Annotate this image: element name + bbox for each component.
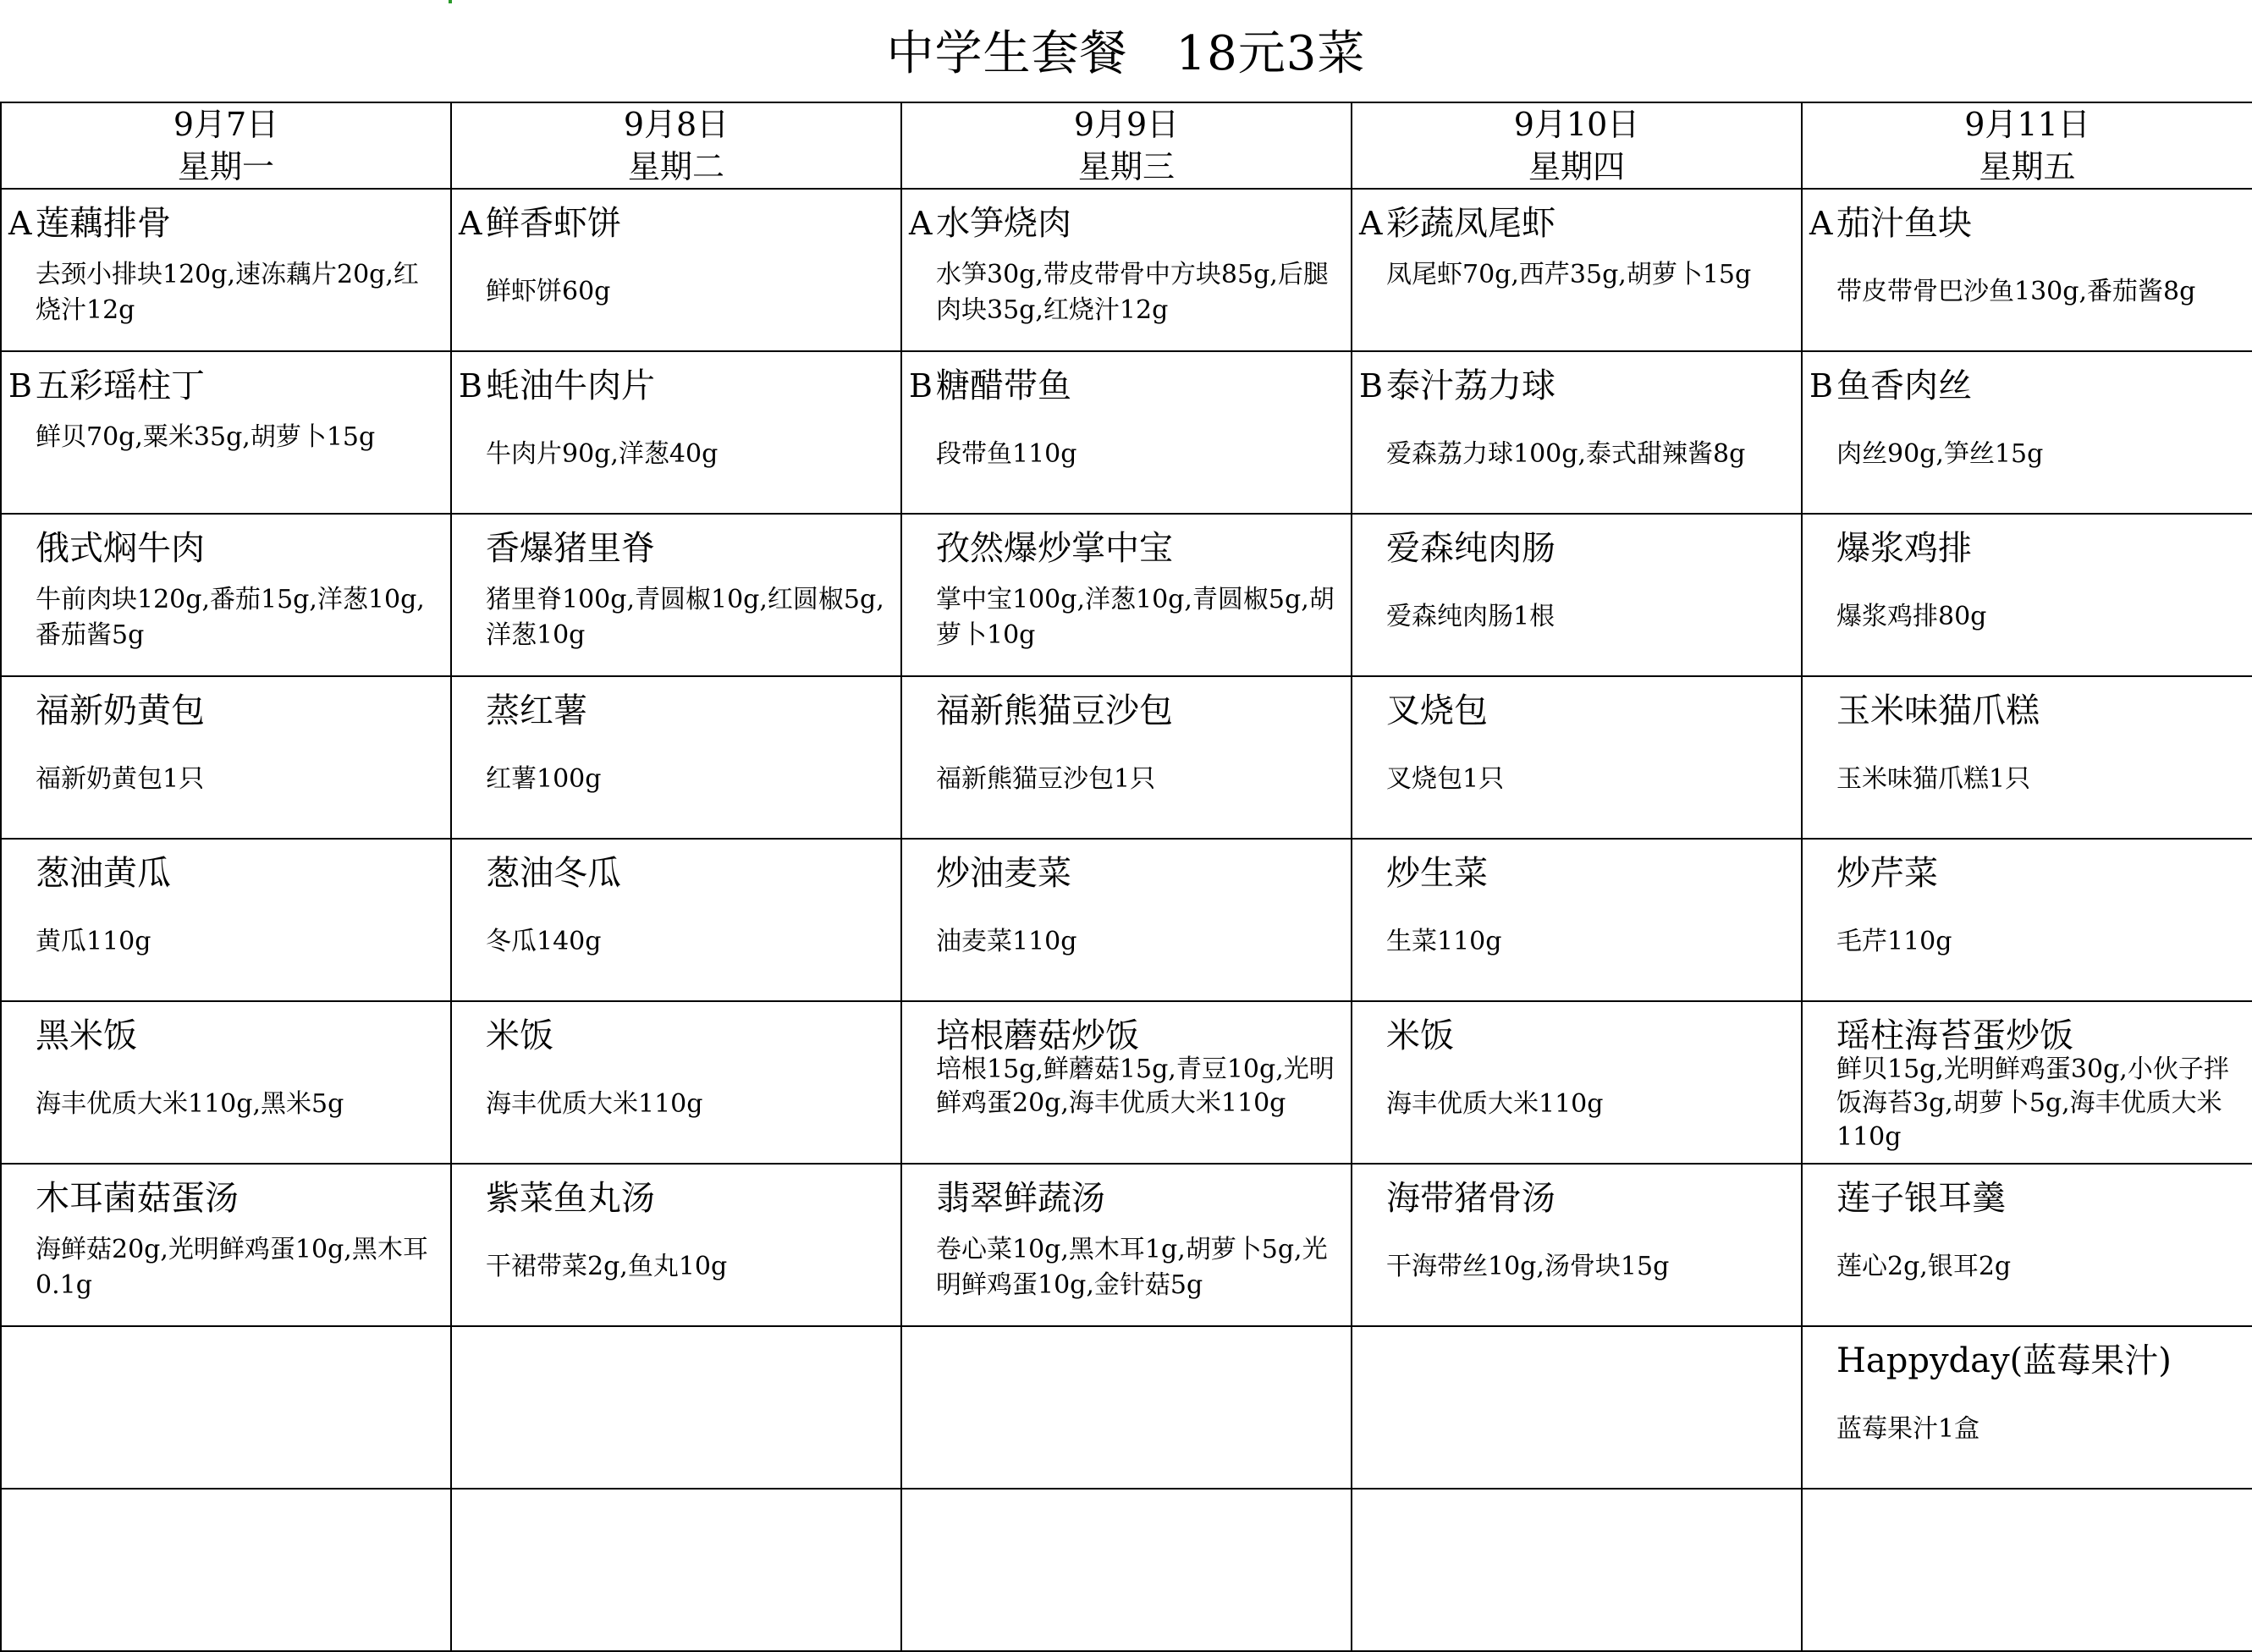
dish-ingredients: 牛前肉块120g,番茄15g,洋葱10g,番茄酱5g bbox=[36, 585, 425, 650]
dish-name-text: 鱼香肉丝 bbox=[1836, 366, 1972, 405]
day-weekday: 星期二 bbox=[627, 148, 724, 185]
cell-content bbox=[1803, 190, 2252, 350]
menu-table bbox=[0, 102, 2252, 1652]
dish-name bbox=[486, 1012, 553, 1060]
menu-cell bbox=[901, 1164, 1352, 1326]
menu-cell bbox=[901, 839, 1352, 1001]
cell-content bbox=[452, 1002, 900, 1163]
menu-row bbox=[1, 189, 2252, 351]
menu-cell bbox=[1352, 189, 1802, 351]
dish-name-text: 茄汁鱼块 bbox=[1836, 204, 1972, 243]
dish-name bbox=[36, 687, 205, 735]
dish-ingredients: 培根15g,鲜蘑菇15g,青豆10g,光明鲜鸡蛋20g,海丰优质大米110g bbox=[936, 1055, 1335, 1118]
cell-content bbox=[1352, 352, 1801, 513]
dish-name-text: 水笋烧肉 bbox=[936, 204, 1071, 243]
header-row bbox=[1, 102, 2252, 189]
dish-name bbox=[36, 1175, 239, 1222]
cell-content bbox=[2, 515, 450, 675]
cell-content bbox=[2, 677, 450, 838]
menu-cell bbox=[1802, 676, 2252, 839]
menu-row bbox=[1, 1164, 2252, 1326]
dish-ingredients: 蓝莓果汁1盒 bbox=[1836, 1414, 1980, 1444]
cell-content bbox=[1352, 677, 1801, 838]
dish-ingredients: 黄瓜110g bbox=[36, 927, 151, 956]
cell-content bbox=[452, 1490, 900, 1650]
dish-name bbox=[36, 850, 171, 897]
dish-name-text: 香爆猪里脊 bbox=[486, 529, 655, 568]
dish-name bbox=[486, 1175, 655, 1222]
menu-cell bbox=[1352, 676, 1802, 839]
dish-name bbox=[936, 850, 1071, 897]
menu-cell bbox=[1802, 351, 2252, 514]
menu-cell bbox=[451, 1001, 901, 1164]
menu-cell bbox=[1, 514, 451, 676]
menu-cell bbox=[1, 1164, 451, 1326]
dish-name bbox=[1836, 687, 2040, 735]
menu-cell bbox=[1, 189, 451, 351]
dish-name bbox=[8, 362, 205, 410]
dish-ingredients: 肉丝90g,笋丝15g bbox=[1836, 439, 2044, 469]
cell-content bbox=[1803, 677, 2252, 838]
dish-name bbox=[486, 850, 621, 897]
dish-ingredients: 红薯100g bbox=[486, 764, 602, 794]
dish-name bbox=[1386, 525, 1555, 572]
dish-name bbox=[1386, 1175, 1555, 1222]
cell-content bbox=[1352, 1327, 1801, 1488]
cell-content bbox=[452, 515, 900, 675]
dish-ingredients: 玉米味猫爪糕1只 bbox=[1836, 764, 2031, 794]
dish-ingredients: 去颈小排块120g,速冻藕片20g,红烧汁12g bbox=[36, 260, 419, 325]
dish-name bbox=[36, 525, 205, 572]
menu-cell bbox=[451, 676, 901, 839]
dish-ingredients: 海丰优质大米110g bbox=[486, 1089, 703, 1119]
cell-content bbox=[1352, 840, 1801, 1000]
menu-cell bbox=[1802, 189, 2252, 351]
dish-option-letter: B bbox=[1809, 367, 1833, 405]
cell-content bbox=[902, 1002, 1351, 1163]
dish-name-text: 孜然爆炒掌中宝 bbox=[936, 529, 1173, 568]
dish-name bbox=[936, 525, 1173, 572]
cell-content bbox=[2, 1165, 450, 1325]
dish-ingredients: 毛芹110g bbox=[1836, 927, 1952, 956]
dish-name-text: 叉烧包 bbox=[1386, 691, 1488, 730]
menu-cell bbox=[1, 839, 451, 1001]
dish-ingredients: 爆浆鸡排80g bbox=[1836, 602, 1987, 631]
menu-cell bbox=[901, 1001, 1352, 1164]
cell-content bbox=[902, 840, 1351, 1000]
menu-cell bbox=[1352, 1164, 1802, 1326]
dish-ingredients: 福新熊猫豆沙包1只 bbox=[936, 764, 1156, 794]
day-header bbox=[1, 102, 451, 189]
dish-name bbox=[1386, 850, 1488, 897]
dish-name-text: 瑶柱海苔蛋炒饭 bbox=[1836, 1016, 2073, 1055]
cell-content bbox=[1803, 1002, 2252, 1163]
menu-cell bbox=[901, 514, 1352, 676]
menu-cell bbox=[1802, 1164, 2252, 1326]
dish-option-letter: B bbox=[1359, 367, 1383, 405]
menu-cell bbox=[1, 351, 451, 514]
dish-name bbox=[909, 200, 1071, 247]
dish-name bbox=[1386, 687, 1488, 735]
menu-cell bbox=[451, 839, 901, 1001]
dish-name bbox=[936, 1175, 1105, 1222]
cell-content bbox=[902, 677, 1351, 838]
dish-name-text: 米饭 bbox=[486, 1016, 553, 1055]
day-date: 9月8日 bbox=[623, 106, 730, 143]
menu-row bbox=[1, 1326, 2252, 1489]
menu-cell bbox=[451, 351, 901, 514]
dish-ingredients: 福新奶黄包1只 bbox=[36, 764, 205, 794]
dish-ingredients: 鲜贝15g,光明鲜鸡蛋30g,小伙子拌饭海苔3g,胡萝卜5g,海丰优质大米110g bbox=[1836, 1055, 2229, 1152]
cell-content bbox=[1803, 1165, 2252, 1325]
day-date: 9月7日 bbox=[173, 106, 279, 143]
menu-cell bbox=[1802, 1489, 2252, 1651]
cell-content bbox=[452, 840, 900, 1000]
dish-name-text: 爆浆鸡排 bbox=[1836, 529, 1972, 568]
menu-cell bbox=[1, 1489, 451, 1651]
menu-cell bbox=[1352, 1326, 1802, 1489]
menu-cell bbox=[1352, 514, 1802, 676]
dish-name-text: 玉米味猫爪糕 bbox=[1836, 691, 2040, 730]
cell-content bbox=[1352, 515, 1801, 675]
menu-body bbox=[1, 102, 2252, 1651]
dish-name-text: 蚝油牛肉片 bbox=[486, 366, 655, 405]
menu-cell bbox=[901, 189, 1352, 351]
dish-name-text: 黑米饭 bbox=[36, 1016, 137, 1055]
dish-ingredients: 冬瓜140g bbox=[486, 927, 602, 956]
dish-name-text: 葱油黄瓜 bbox=[36, 854, 171, 893]
dish-name-text: 炒芹菜 bbox=[1836, 854, 1938, 893]
day-header bbox=[451, 102, 901, 189]
dish-ingredients: 干裙带菜2g,鱼丸10g bbox=[486, 1252, 728, 1281]
dish-name bbox=[486, 525, 655, 572]
cell-content bbox=[2, 840, 450, 1000]
cell-content bbox=[452, 190, 900, 350]
dish-name-text: 鲜香虾饼 bbox=[486, 204, 621, 243]
dish-name-text: 福新奶黄包 bbox=[36, 691, 205, 730]
dish-name-text: 五彩瑶柱丁 bbox=[36, 366, 205, 405]
dish-name bbox=[459, 200, 621, 247]
menu-cell bbox=[1802, 514, 2252, 676]
menu-cell bbox=[901, 676, 1352, 839]
cell-content bbox=[1352, 190, 1801, 350]
cell-content bbox=[452, 1165, 900, 1325]
menu-cell bbox=[901, 351, 1352, 514]
dish-name bbox=[1359, 362, 1555, 410]
dish-name bbox=[486, 687, 587, 735]
cell-content bbox=[1803, 1490, 2252, 1650]
dish-name bbox=[8, 200, 171, 247]
cell-content bbox=[1803, 352, 2252, 513]
dish-name bbox=[1836, 525, 1972, 572]
menu-cell bbox=[451, 1489, 901, 1651]
dish-name-text: 蒸红薯 bbox=[486, 691, 587, 730]
dish-name bbox=[1386, 1012, 1454, 1060]
dish-name bbox=[1359, 200, 1555, 247]
dish-name bbox=[459, 362, 655, 410]
dish-option-letter: A bbox=[1359, 205, 1383, 242]
dish-ingredients: 海鲜菇20g,光明鲜鸡蛋10g,黑木耳0.1g bbox=[36, 1235, 428, 1300]
cell-content bbox=[1803, 1327, 2252, 1488]
dish-option-letter: A bbox=[909, 205, 933, 242]
menu-cell bbox=[1, 1326, 451, 1489]
menu-cell bbox=[451, 514, 901, 676]
cell-content bbox=[1803, 840, 2252, 1000]
menu-cell bbox=[901, 1489, 1352, 1651]
cell-content bbox=[2, 352, 450, 513]
day-header bbox=[1802, 102, 2252, 189]
menu-cell bbox=[1, 676, 451, 839]
dish-name-text: 彩蔬凤尾虾 bbox=[1386, 204, 1555, 243]
cell-content bbox=[902, 190, 1351, 350]
cell-content bbox=[2, 1002, 450, 1163]
day-header bbox=[1352, 102, 1802, 189]
menu-cell bbox=[1352, 351, 1802, 514]
cell-content bbox=[1352, 1165, 1801, 1325]
dish-name-text: 紫菜鱼丸汤 bbox=[486, 1179, 655, 1218]
dish-option-letter: A bbox=[459, 205, 482, 242]
dish-name bbox=[1836, 1337, 2172, 1385]
menu-cell bbox=[1352, 839, 1802, 1001]
menu-row bbox=[1, 676, 2252, 839]
dish-name bbox=[1809, 200, 1972, 247]
day-weekday: 星期四 bbox=[1528, 148, 1625, 185]
dish-ingredients: 爱森荔力球100g,泰式甜辣酱8g bbox=[1386, 439, 1746, 469]
dish-ingredients: 油麦菜110g bbox=[936, 927, 1077, 956]
dish-name bbox=[1809, 362, 1972, 410]
dish-name-text: 福新熊猫豆沙包 bbox=[936, 691, 1173, 730]
day-weekday: 星期五 bbox=[1979, 148, 2076, 185]
dish-name-text: 莲藕排骨 bbox=[36, 204, 171, 243]
dish-name bbox=[936, 687, 1173, 735]
menu-row bbox=[1, 514, 2252, 676]
dish-option-letter: B bbox=[8, 367, 32, 405]
page-title: 中学生套餐 18元3菜 bbox=[886, 26, 1366, 81]
dish-name bbox=[1836, 850, 1938, 897]
dish-ingredients: 段带鱼110g bbox=[936, 439, 1077, 469]
dish-name-text: 米饭 bbox=[1386, 1016, 1454, 1055]
menu-row bbox=[1, 839, 2252, 1001]
menu-cell bbox=[901, 1326, 1352, 1489]
dish-name-text: 莲子银耳羹 bbox=[1836, 1179, 2006, 1218]
dish-name-text: 爱森纯肉肠 bbox=[1386, 529, 1555, 568]
cell-content bbox=[902, 1490, 1351, 1650]
cell-content bbox=[902, 352, 1351, 513]
day-weekday: 星期一 bbox=[177, 148, 274, 185]
dish-ingredients: 牛肉片90g,洋葱40g bbox=[486, 439, 719, 469]
menu-cell bbox=[451, 1164, 901, 1326]
dish-name-text: 培根蘑菇炒饭 bbox=[936, 1016, 1139, 1055]
cell-content bbox=[452, 1327, 900, 1488]
dish-name-text: 海带猪骨汤 bbox=[1386, 1179, 1555, 1218]
dish-ingredients: 爱森纯肉肠1根 bbox=[1386, 602, 1555, 631]
cell-content bbox=[452, 677, 900, 838]
cell-content bbox=[902, 1165, 1351, 1325]
dish-ingredients: 掌中宝100g,洋葱10g,青圆椒5g,胡萝卜10g bbox=[936, 585, 1335, 650]
dish-name-text: 泰汁荔力球 bbox=[1386, 366, 1555, 405]
dish-name-text: 翡翠鲜蔬汤 bbox=[936, 1179, 1105, 1218]
menu-cell bbox=[1802, 839, 2252, 1001]
cell-content bbox=[2, 1327, 450, 1488]
dish-name-text: 炒生菜 bbox=[1386, 854, 1488, 893]
menu-cell bbox=[1, 1001, 451, 1164]
dish-ingredients: 干海带丝10g,汤骨块15g bbox=[1386, 1252, 1670, 1281]
day-date: 9月10日 bbox=[1513, 106, 1640, 143]
dish-ingredients: 猪里脊100g,青圆椒10g,红圆椒5g,洋葱10g bbox=[486, 585, 884, 650]
dish-option-letter: A bbox=[8, 205, 32, 242]
cell-content bbox=[902, 515, 1351, 675]
dish-ingredients: 卷心菜10g,黑木耳1g,胡萝卜5g,光明鲜鸡蛋10g,金针菇5g bbox=[936, 1235, 1328, 1300]
menu-cell bbox=[1352, 1001, 1802, 1164]
cell-content bbox=[1803, 515, 2252, 675]
dish-option-letter: B bbox=[909, 367, 933, 405]
cell-content bbox=[1352, 1490, 1801, 1650]
dish-name-text: 炒油麦菜 bbox=[936, 854, 1071, 893]
menu-row bbox=[1, 351, 2252, 514]
menu-row bbox=[1, 1001, 2252, 1164]
dish-name bbox=[1836, 1175, 2006, 1222]
cell-content bbox=[2, 1490, 450, 1650]
dish-name bbox=[36, 1012, 137, 1060]
dish-option-letter: A bbox=[1809, 205, 1833, 242]
dish-option-letter: B bbox=[459, 367, 482, 405]
day-header bbox=[901, 102, 1352, 189]
day-date: 9月11日 bbox=[1964, 106, 2090, 143]
dish-name-text: 木耳菌菇蛋汤 bbox=[36, 1179, 239, 1218]
corner-mark bbox=[449, 0, 452, 3]
menu-cell bbox=[1352, 1489, 1802, 1651]
dish-ingredients: 带皮带骨巴沙鱼130g,番茄酱8g bbox=[1836, 277, 2196, 306]
cell-content bbox=[902, 1327, 1351, 1488]
dish-ingredients: 凤尾虾70g,西芹35g,胡萝卜15g bbox=[1386, 260, 1752, 289]
dish-name bbox=[909, 362, 1071, 410]
cell-content bbox=[2, 190, 450, 350]
dish-name-text: Happyday(蓝莓果汁) bbox=[1836, 1341, 2172, 1380]
dish-name-text: 俄式焖牛肉 bbox=[36, 529, 205, 568]
dish-name-text: 葱油冬瓜 bbox=[486, 854, 621, 893]
dish-name-text: 糖醋带鱼 bbox=[936, 366, 1071, 405]
dish-ingredients: 叉烧包1只 bbox=[1386, 764, 1505, 794]
dish-ingredients: 生菜110g bbox=[1386, 927, 1502, 956]
menu-cell bbox=[1802, 1001, 2252, 1164]
menu-row bbox=[1, 1489, 2252, 1651]
day-weekday: 星期三 bbox=[1077, 148, 1175, 185]
menu-cell bbox=[1802, 1326, 2252, 1489]
menu-cell bbox=[451, 189, 901, 351]
dish-ingredients: 鲜虾饼60g bbox=[486, 277, 611, 306]
cell-content bbox=[1352, 1002, 1801, 1163]
dish-ingredients: 鲜贝70g,粟米35g,胡萝卜15g bbox=[36, 422, 376, 452]
dish-ingredients: 莲心2g,银耳2g bbox=[1836, 1252, 2012, 1281]
day-date: 9月9日 bbox=[1073, 106, 1180, 143]
dish-ingredients: 海丰优质大米110g,黑米5g bbox=[36, 1089, 344, 1119]
dish-ingredients: 水笋30g,带皮带骨中方块85g,后腿肉块35g,红烧汁12g bbox=[936, 260, 1329, 325]
menu-cell bbox=[451, 1326, 901, 1489]
cell-content bbox=[452, 352, 900, 513]
dish-ingredients: 海丰优质大米110g bbox=[1386, 1089, 1604, 1119]
